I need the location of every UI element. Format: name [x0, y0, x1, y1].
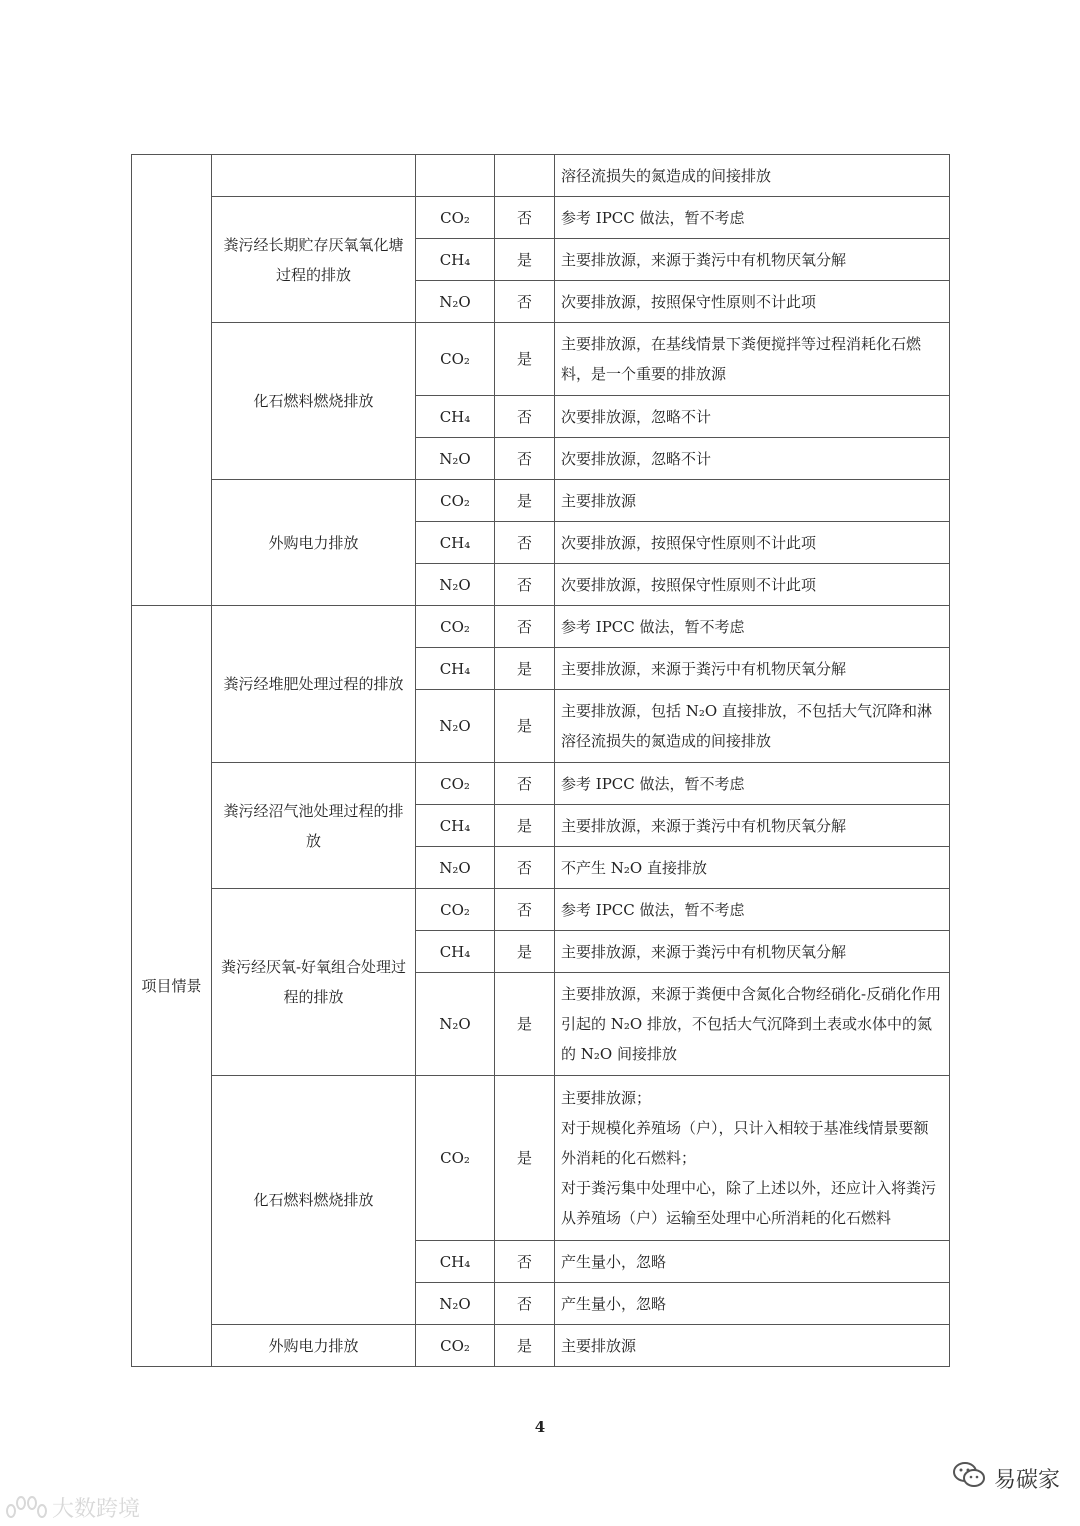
note-cell: 主要排放源 — [555, 480, 950, 522]
included-cell: 是 — [495, 973, 555, 1076]
gas-cell: CH₄ — [416, 396, 495, 438]
gas-cell: N₂O — [416, 564, 495, 606]
included-cell: 否 — [495, 1283, 555, 1325]
included-cell: 是 — [495, 480, 555, 522]
watermark-left — [4, 1492, 140, 1523]
note-cell: 次要排放源，按照保守性原则不计此项 — [555, 281, 950, 323]
table-row — [132, 197, 950, 239]
gas-cell: CO₂ — [416, 480, 495, 522]
included-cell: 否 — [495, 197, 555, 239]
gas-cell: CO₂ — [416, 1076, 495, 1241]
table-row — [132, 480, 950, 522]
gas-cell: N₂O — [416, 690, 495, 763]
table-row — [132, 1076, 950, 1241]
note-cell: 次要排放源，忽略不计 — [555, 396, 950, 438]
note-cell: 主要排放源，来源于粪污中有机物厌氧分解 — [555, 931, 950, 973]
note-cell: 产生量小，忽略 — [555, 1283, 950, 1325]
note-cell: 参考 IPCC 做法，暂不考虑 — [555, 889, 950, 931]
watermark-right-text: 易碳家 — [993, 1467, 1060, 1493]
gas-cell: CO₂ — [416, 323, 495, 396]
category-cell-baseline — [132, 155, 212, 606]
table-row — [132, 889, 950, 931]
wechat-icon — [952, 1461, 986, 1495]
included-cell: 否 — [495, 281, 555, 323]
table-row — [132, 606, 950, 648]
note-cell: 主要排放源，来源于粪污中有机物厌氧分解 — [555, 648, 950, 690]
source-cell: 化石燃料燃烧排放 — [212, 323, 416, 480]
gas-cell: CO₂ — [416, 1325, 495, 1367]
note-cell: 次要排放源，忽略不计 — [555, 438, 950, 480]
gas-cell: N₂O — [416, 973, 495, 1076]
note-cell: 次要排放源，按照保守性原则不计此项 — [555, 522, 950, 564]
note-cell: 主要排放源，来源于粪污中有机物厌氧分解 — [555, 805, 950, 847]
included-cell: 是 — [495, 239, 555, 281]
included-cell: 否 — [495, 564, 555, 606]
page-number: 4 — [534, 1418, 546, 1436]
baidu-paw-icon — [4, 1493, 48, 1523]
source-cell-continued — [212, 155, 416, 197]
emission-source-table — [131, 154, 950, 1367]
gas-cell: N₂O — [416, 1283, 495, 1325]
note-line: 对于规模化养殖场（户），只计入相较于基准线情景要额外消耗的化石燃料； — [561, 1119, 929, 1167]
included-cell: 否 — [495, 763, 555, 805]
included-cell: 是 — [495, 690, 555, 763]
note-cell: 参考 IPCC 做法，暂不考虑 — [555, 606, 950, 648]
gas-cell: CO₂ — [416, 889, 495, 931]
included-cell: 否 — [495, 606, 555, 648]
gas-cell: CH₄ — [416, 239, 495, 281]
included-cell: 是 — [495, 648, 555, 690]
included-cell: 否 — [495, 847, 555, 889]
source-cell: 化石燃料燃烧排放 — [212, 1076, 416, 1325]
source-cell: 外购电力排放 — [212, 480, 416, 606]
included-cell: 是 — [495, 323, 555, 396]
gas-cell: CO₂ — [416, 197, 495, 239]
gas-cell: N₂O — [416, 281, 495, 323]
gas-cell: CH₄ — [416, 1241, 495, 1283]
note-cell: 溶径流损失的氮造成的间接排放 — [555, 155, 950, 197]
gas-cell: CO₂ — [416, 606, 495, 648]
gas-cell — [416, 155, 495, 197]
table-row — [132, 155, 950, 197]
note-cell: 参考 IPCC 做法，暂不考虑 — [555, 197, 950, 239]
note-cell: 主要排放源，包括 N₂O 直接排放，不包括大气沉降和淋溶径流损失的氮造成的间接排放 — [555, 690, 950, 763]
gas-cell: CH₄ — [416, 931, 495, 973]
included-cell: 是 — [495, 805, 555, 847]
source-cell: 粪污经厌氧-好氧组合处理过程的排放 — [212, 889, 416, 1076]
included-cell: 否 — [495, 1241, 555, 1283]
note-line: 主要排放源； — [561, 1089, 652, 1107]
note-cell: 主要排放源，在基线情景下粪便搅拌等过程消耗化石燃料，是一个重要的排放源 — [555, 323, 950, 396]
gas-cell: CH₄ — [416, 522, 495, 564]
included-cell: 是 — [495, 1076, 555, 1241]
included-cell: 是 — [495, 1325, 555, 1367]
note-cell: 产生量小，忽略 — [555, 1241, 950, 1283]
source-cell: 粪污经堆肥处理过程的排放 — [212, 606, 416, 763]
category-cell-project: 项目情景 — [132, 606, 212, 1367]
note-cell: 主要排放源，来源于粪便中含氮化合物经硝化-反硝化作用引起的 N₂O 排放，不包括大气沉降到土表或水体中的氮的 N₂O 间接排放 — [555, 973, 950, 1076]
source-cell: 粪污经沼气池处理过程的排放 — [212, 763, 416, 889]
note-cell: 不产生 N₂O 直接排放 — [555, 847, 950, 889]
gas-cell: CH₄ — [416, 805, 495, 847]
note-line: 对于粪污集中处理中心，除了上述以外，还应计入将粪污从养殖场（户）运输至处理中心所消耗的化石燃料 — [561, 1179, 937, 1227]
table-row — [132, 763, 950, 805]
included-cell: 否 — [495, 889, 555, 931]
note-cell: 次要排放源，按照保守性原则不计此项 — [555, 564, 950, 606]
included-cell — [495, 155, 555, 197]
watermark-left-text: 大数跨境 — [52, 1497, 141, 1522]
gas-cell: N₂O — [416, 438, 495, 480]
watermark-right — [952, 1461, 1060, 1495]
note-cell: 主要排放源 — [555, 1325, 950, 1367]
gas-cell: CH₄ — [416, 648, 495, 690]
gas-cell: CO₂ — [416, 763, 495, 805]
source-cell: 粪污经长期贮存厌氧氧化塘过程的排放 — [212, 197, 416, 323]
included-cell: 否 — [495, 438, 555, 480]
source-cell: 外购电力排放 — [212, 1325, 416, 1367]
note-cell — [555, 1076, 950, 1241]
note-cell: 参考 IPCC 做法，暂不考虑 — [555, 763, 950, 805]
included-cell: 否 — [495, 522, 555, 564]
table-row — [132, 323, 950, 396]
included-cell: 否 — [495, 396, 555, 438]
included-cell: 是 — [495, 931, 555, 973]
note-cell: 主要排放源，来源于粪污中有机物厌氧分解 — [555, 239, 950, 281]
table-row — [132, 1325, 950, 1367]
gas-cell: N₂O — [416, 847, 495, 889]
